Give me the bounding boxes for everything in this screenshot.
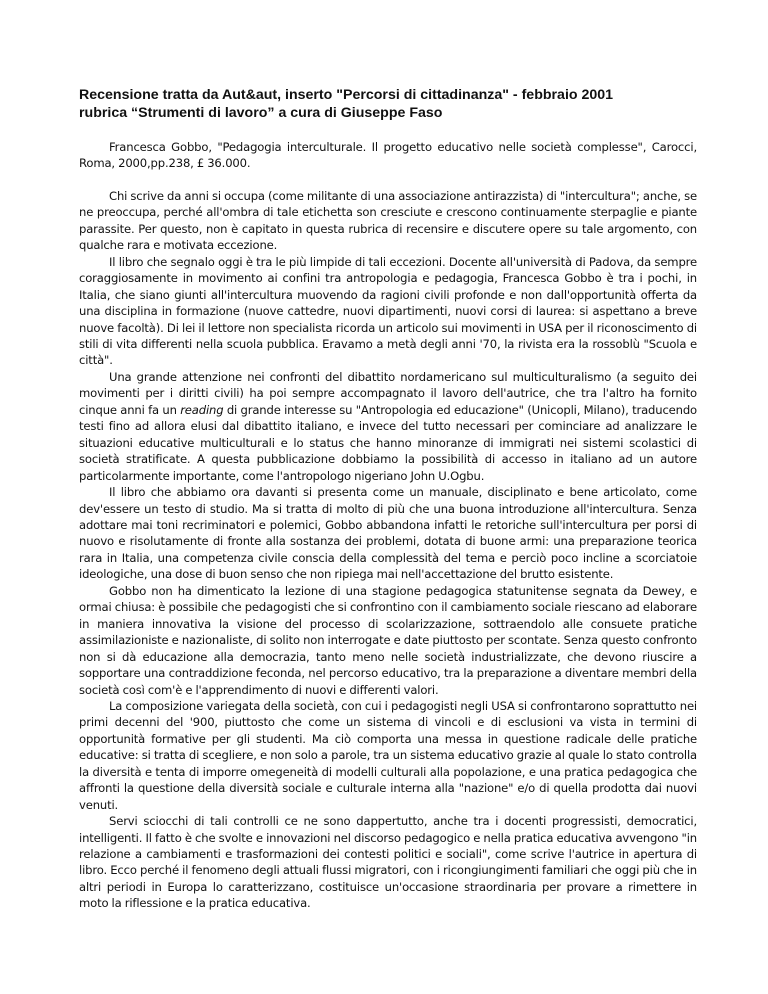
paragraph-3-part-a: Una grande attenzione nei confronti del dibattito nordamericano sul multiculturalismo (a seguito dei movimenti per i diritti civili) ha poi sempre accompagnato il lavoro dell'autrice, che tra l'altro ha fornito cinque anni fa un [79, 369, 697, 417]
paragraph-7: Servi sciocchi di tali controlli ce ne sono dappertutto, anche tra i docenti progressisti, democratici, intelligenti. Il fatto è che svolte e innovazioni nel discorso pedagogico e nella pratica educativa avvengono "in relazione a cambiamenti e trasformazioni dei contesti politici e sociali", come scrive l'autrice in apertura di libro. Ecco perché il fenomeno degli attuali flussi migratori, con i ricongiungimenti familiari che oggi più che in altri periodi in Europa lo caratterizzano, costituisce un'occasione straordinaria per provare a rimettere in moto la riflessione e la pratica educativa. [79, 814, 697, 911]
header-line-column: rubrica “Strumenti di lavoro” a cura di Giuseppe Faso [79, 105, 443, 121]
paragraph-1: Chi scrive da anni si occupa (come militante di una associazione antirazzista) di "intercultura"; anche, se ne preoccupa, perché all'ombra di tale etichetta son cresciute e crescono continuamente sterpaglie e piante parassite. Per questo, non è capitato in questa rubrica di recensire e discutere opere su tale argomento, con qualche rara e motivata eccezione. [79, 188, 697, 253]
paragraph-3-part-b: di grande interesse su "Antropologia ed educazione" (Unicopli, Milano), traducendo testi fino ad allora elusi dal dibattito italiano, e invece del tutto necessari per cominciare ad analizzare le situazioni educative multiculturali e lo status che hanno minoranze di immigrati nei sistemi scolastici di società stratificate. A questa pubblicazione dobbiamo la possibilità di accesso in italiano ad un autore particolarmente importante, come l'antropologo nigeriano John U.Ogbu. [79, 402, 698, 483]
paragraph-5: Gobbo non ha dimenticato la lezione di una stagione pedagogica statunitense segnata da Dewey, e ormai chiusa: è possibile che pedagogisti che si confrontino con il cambiamento sociale riescano ad elaborare in maniera innovativa la visione del processo di scolarizzazione, sottraendolo alle consuete pratiche assimilazioniste e nazionaliste, di solito non interrogate e date piuttosto per scontate. Senza questo confronto non si dà educazione alla democrazia, tanto meno nelle società industrializzate, che devono riuscire a sopportare una contraddizione feconda, nel percorso educativo, tra la preparazione a diventare membri della società così com'è e l'apprendimento di nuovi e differenti valori. [79, 583, 697, 697]
paragraph-2: Il libro che segnalo oggi è tra le più limpide di tali eccezioni. Docente all'università di Padova, da sempre coraggiosamente in movimento ai confini tra antropologia e pedagogia, Francesca Gobbo è tra i pochi, in Italia, che siano giunti all'intercultura muovendo da ragioni civili profonde e non dall'opportunità offerta da una disciplina in formazione (nuove cattedre, nuovi dipartimenti, nuovi corsi di laurea: si aspettano a breve nuove facoltà). Di lei il lettore non specialista ricorda un articolo sui movimenti in USA per il riconoscimento di stili di vita differenti nella scuola pubblica. Eravamo a metà degli anni '70, la rivista era la rossoblù "Scuola e città". [79, 254, 697, 368]
paragraph-4: Il libro che abbiamo ora davanti si presenta come un manuale, disciplinato e bene articolato, come dev'essere un testo di studio. Ma si tratta di molto di più che una buona introduzione all'intercultura. Senza adottare mai toni recriminatori e polemici, Gobbo abbandona infatti le retoriche sull'intercultura per porsi di nuovo e risolutamente di fronte alla sostanza dei problemi, dotata di buone armi: una preparazione teorica rara in Italia, una competenza civile conscia della complessità del tema e perciò poco incline a scorciatoie ideologiche, una dose di buon senso che non ripiega mai nell'accettazione del brutto esistente. [79, 485, 697, 582]
document-header [79, 86, 697, 122]
document-body [79, 139, 697, 912]
paragraph-6: La composizione variegata della società, con cui i pedagogisti negli USA si confrontarono soprattutto nei primi decenni del '900, piuttosto che come un sistema di vincoli e di esclusioni va vista in termini di opportunità formative per gli studenti. Ma ciò comporta una messa in questione radicale delle pratiche educative: si tratta di scegliere, e non solo a parole, tra un sistema educativo grazie al quale lo stato controlla la diversità e tenta di imporre omegeneità di modelli culturali alla popolazione, e una pratica pedagogica che affronti la questione della diversità sociale e culturale interna alla "nazione" e/o di quella prodotta dai nuovi venuti. [79, 698, 697, 812]
document-page [79, 86, 697, 912]
book-citation: Francesca Gobbo, "Pedagogia interculturale. Il progetto educativo nelle società complesse", Carocci, Roma, 2000,pp.238, £ 36.000. [79, 140, 697, 171]
header-line-source: Recensione tratta da Aut&aut, inserto "Percorsi di cittadinanza" - febbraio 2001 [79, 87, 614, 103]
paragraph-3-emphasis: reading [180, 402, 224, 417]
paragraph-3 [79, 369, 697, 484]
